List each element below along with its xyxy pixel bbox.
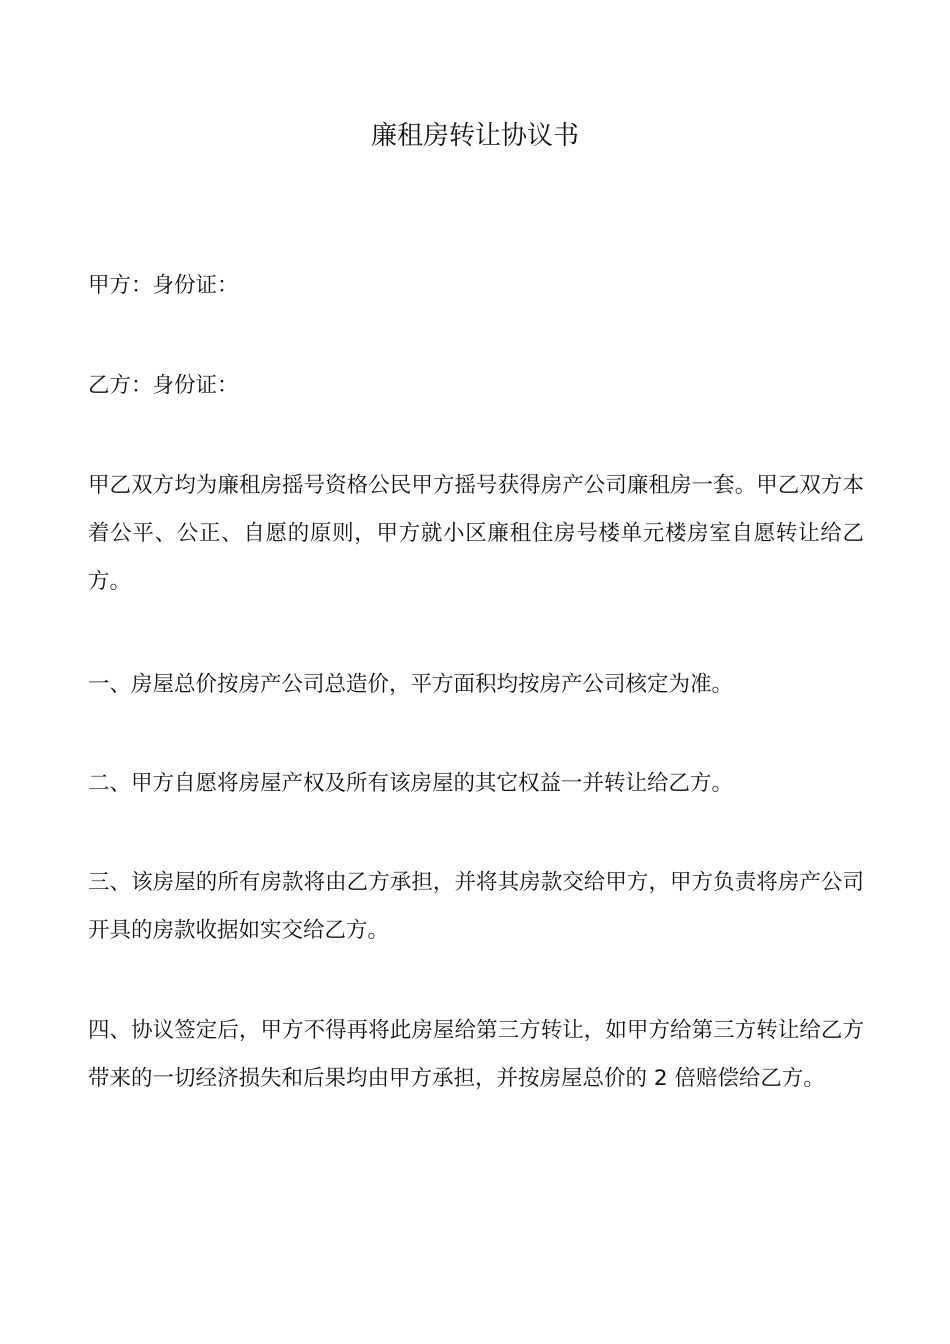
clause-2: 二、甲方自愿将房屋产权及所有该房屋的其它权益一并转让给乙方。 <box>88 771 734 796</box>
clause-1: 一、房屋总价按房产公司总造价，平方面积均按房产公司核定为准。 <box>88 672 734 697</box>
clause-3: 三、该房屋的所有房款将由乙方承担，并将其房款交给甲方，甲方负责将房产公司开具的房款收据如实交给乙方。 <box>88 870 864 943</box>
party-b-line: 乙方：身份证： <box>88 373 239 398</box>
clause-4: 四、协议签定后，甲方不得再将此房屋给第三方转让，如甲方给第三方转让给乙方带来的一切经济损失和后果均由甲方承担，并按房屋总价的 2 倍赔偿给乙方。 <box>88 1018 864 1091</box>
party-a-line: 甲方：身份证： <box>88 273 239 298</box>
intro-paragraph: 甲乙双方均为廉租房摇号资格公民甲方摇号获得房产公司廉租房一套。甲乙双方本着公平、公正、自愿的原则，甲方就小区廉租住房号楼单元楼房室自愿转让给乙方。 <box>88 473 864 594</box>
document-title: 廉租房转让协议书 <box>370 121 579 151</box>
